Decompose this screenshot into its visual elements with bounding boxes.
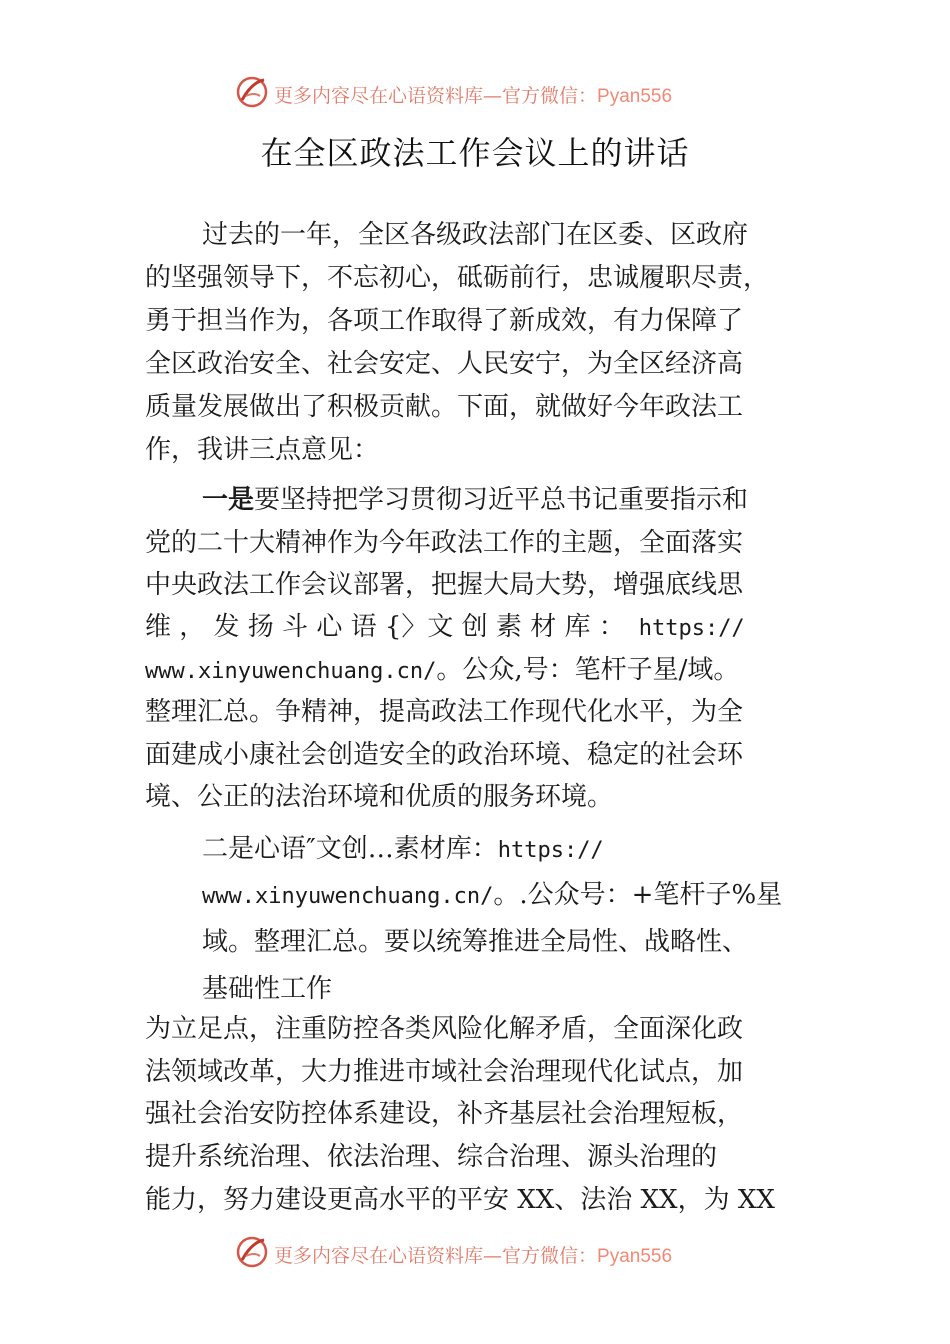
logo-icon <box>234 74 270 110</box>
text-line: 的坚强领导下，不忘初心，砥砺前行，忠诚履职尽责， <box>145 263 770 293</box>
text-line: 强社会治安防控体系建设，补齐基层社会治理短板， <box>145 1099 744 1129</box>
text-line: 党的二十大精神作为今年政法工作的主题，全面落实 <box>145 528 744 558</box>
text-line: www.xinyuwenchuang.cn/。.公众号：+笔杆子%星 <box>202 880 783 910</box>
watermark-handle: Pyan556 <box>597 86 673 107</box>
watermark-handle: Pyan556 <box>597 1246 673 1267</box>
text-line: 域。整理汇总。要以统筹推进全局性、战略性、 <box>202 927 749 957</box>
text-line: 勇于担当作为，各项工作取得了新成效，有力保障了 <box>145 306 744 336</box>
text-line: 境、公正的法治环境和优质的服务环境。 <box>145 782 614 812</box>
text-line: 面建成小康社会创造安全的政治环境、稳定的社会环 <box>145 740 744 770</box>
text-line: 一是要坚持把学习贯彻习近平总书记重要指示和 <box>202 485 749 515</box>
watermark-text: 更多内容尽在心语资料库—官方微信：Pyan556 <box>274 1245 673 1267</box>
text-line: 整理汇总。争精神，提高政法工作现代化水平，为全 <box>145 697 744 727</box>
text-line: 过去的一年，全区各级政法部门在区委、区政府 <box>202 220 749 250</box>
text-line: 法领域改革，大力推进市域社会治理现代化试点，加 <box>145 1057 744 1087</box>
watermark-text: 更多内容尽在心语资料库—官方微信：Pyan556 <box>274 85 673 107</box>
text-line: 基础性工作 <box>202 974 333 1004</box>
text-line: 二是心语″文创…素材库：https:// <box>202 834 604 864</box>
text-line: 质量发展做出了积极贡献。下面，就做好今年政法工 <box>145 392 744 422</box>
text-line: 中央政法工作会议部署，把握大局大势，增强底线思 <box>145 570 744 600</box>
text-line: 维 ， 发 扬 斗 心 语 {〉文 创 素 材 库 ： https:// <box>145 612 745 642</box>
text-line: 为立足点，注重防控各类风险化解矛盾，全面深化政 <box>145 1014 744 1044</box>
text-line: 提升系统治理、依法治理、综合治理、源头治理的 <box>145 1142 718 1172</box>
footer-watermark <box>0 1232 950 1272</box>
page-title: 在全区政法工作会议上的讲话 <box>260 134 690 172</box>
text-line: www.xinyuwenchuang.cn/。公众,号：笔杆子星/域。 <box>145 655 740 685</box>
logo-icon <box>234 1234 270 1270</box>
text-line: 能力，努力建设更高水平的平安 XX、法治 XX，为 XX <box>145 1185 775 1215</box>
paragraph-lead: 一是 <box>202 485 255 515</box>
header-watermark <box>0 72 950 112</box>
text-line: 全区政治安全、社会安定、人民安宁，为全区经济高 <box>145 349 744 379</box>
text-line: 作，我讲三点意见： <box>145 435 380 465</box>
